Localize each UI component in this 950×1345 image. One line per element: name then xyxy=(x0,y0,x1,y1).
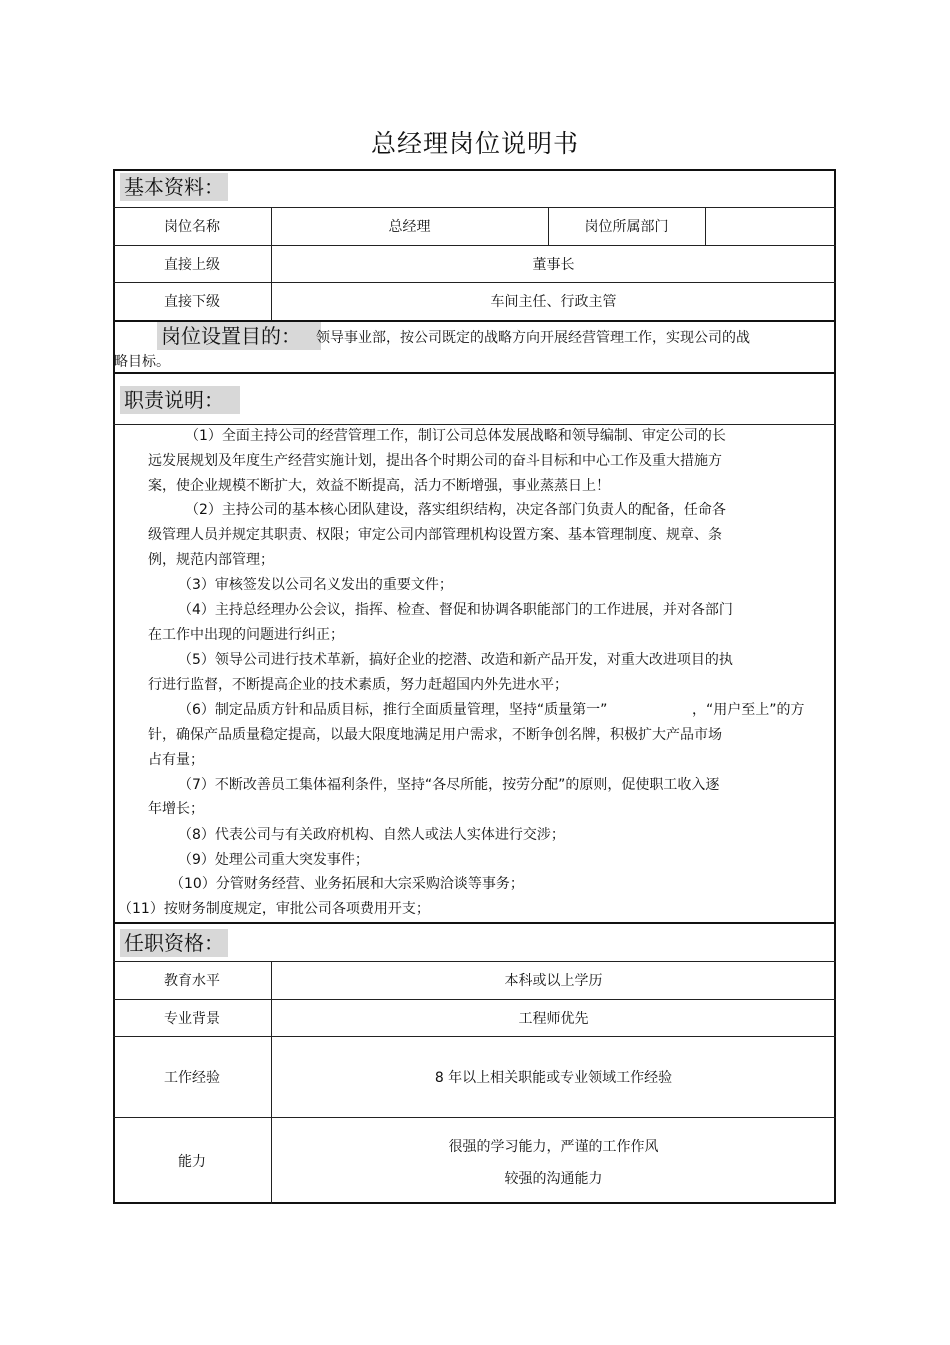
major-value: 工程师优先 xyxy=(518,1010,589,1027)
duty-line: （8）代表公司与有关政府机构、自然人或法人实体进行交涉； xyxy=(178,827,565,843)
duty-line: （1）全面主持公司的经营管理工作，制订公司总体发展战略和领导编制、审定公司的长 xyxy=(185,428,726,444)
duty-line: （6）制定品质方针和品质目标，推行全面质量管理，坚持“质量第一” xyxy=(178,702,608,718)
purpose-text-line-2: 略目标。 xyxy=(114,354,170,370)
duty-line: （5）领导公司进行技术革新，搞好企业的挖潜、改造和新产品开发，对重大改进项目的执 xyxy=(178,652,733,668)
superior-value: 董事长 xyxy=(532,256,575,273)
department-value xyxy=(705,207,836,245)
duty-line: 行进行监督，不断提高企业的技术素质，努力赶超国内外先进水平； xyxy=(148,677,568,693)
qualifications-heading: 任职资格： xyxy=(120,929,228,957)
duty-line: 针，确保产品质量稳定提高，以最大限度地满足用户需求，不断争创名牌，积极扩大产品市场 xyxy=(148,727,722,743)
duty-line: 例，规范内部管理； xyxy=(148,552,274,568)
duty-line: （11）按财务制度规定，审批公司各项费用开支； xyxy=(118,901,430,917)
duty-line: ，“用户至上”的方 xyxy=(692,702,805,718)
duty-line: 年增长； xyxy=(148,801,204,817)
duties-heading: 职责说明： xyxy=(120,386,240,414)
duty-line: （3）审核签发以公司名义发出的重要文件； xyxy=(178,577,453,593)
subordinate-value: 车间主任、行政主管 xyxy=(490,294,617,310)
duty-line: 在工作中出现的问题进行纠正； xyxy=(148,627,344,643)
ability-label: 能力 xyxy=(178,1153,206,1170)
experience-value: 8 年以上相关职能或专业领域工作经验 xyxy=(434,1069,673,1086)
duty-line: 案，使企业规模不断扩大，效益不断提高，活力不断增强，事业蒸蒸日上！ xyxy=(148,478,610,494)
subordinate-label: 直接下级 xyxy=(164,294,220,310)
duty-line: 占有量； xyxy=(148,752,204,768)
position-name-value: 总经理 xyxy=(388,219,431,235)
duty-line: （7）不断改善员工集体福利条件，坚持“各尽所能，按劳分配”的原则，促使职工收入逐 xyxy=(178,777,720,793)
duty-line: 级管理人员并规定其职责、权限；审定公司内部管理机构设置方案、基本管理制度、规章、条 xyxy=(148,527,722,543)
education-value: 本科或以上学历 xyxy=(504,973,603,989)
divider xyxy=(113,922,836,924)
page-title: 总经理岗位说明书 xyxy=(370,129,579,158)
purpose-heading: 岗位设置目的： xyxy=(157,322,321,350)
purpose-text-line-1: 领导事业部，按公司既定的战略方向开展经营管理工作，实现公司的战 xyxy=(316,330,750,346)
education-label: 教育水平 xyxy=(164,973,220,989)
position-name-label: 岗位名称 xyxy=(164,219,220,235)
ability-value-2: 较强的沟通能力 xyxy=(504,1171,603,1187)
duty-line: （4）主持总经理办公会议，指挥、检查、督促和协调各职能部门的工作进展，并对各部门 xyxy=(178,602,733,618)
duty-line: （2）主持公司的基本核心团队建设，落实组织结构，决定各部门负责人的配备，任命各 xyxy=(185,502,726,518)
department-label: 岗位所属部门 xyxy=(584,219,669,235)
duty-line: （9）处理公司重大突发事件； xyxy=(178,852,369,868)
duty-line: （10）分管财务经营、业务拓展和大宗采购洽谈等事务； xyxy=(170,876,524,892)
ability-value-1: 很强的学习能力，严谨的工作作风 xyxy=(448,1139,659,1155)
divider xyxy=(113,372,836,374)
major-label: 专业背景 xyxy=(164,1010,220,1027)
superior-label: 直接上级 xyxy=(164,256,220,273)
duty-line: 远发展规划及年度生产经营实施计划，提出各个时期公司的奋斗目标和中心工作及重大措施方 xyxy=(148,453,722,469)
experience-label: 工作经验 xyxy=(164,1069,220,1086)
basic-info-heading: 基本资料： xyxy=(120,173,228,201)
